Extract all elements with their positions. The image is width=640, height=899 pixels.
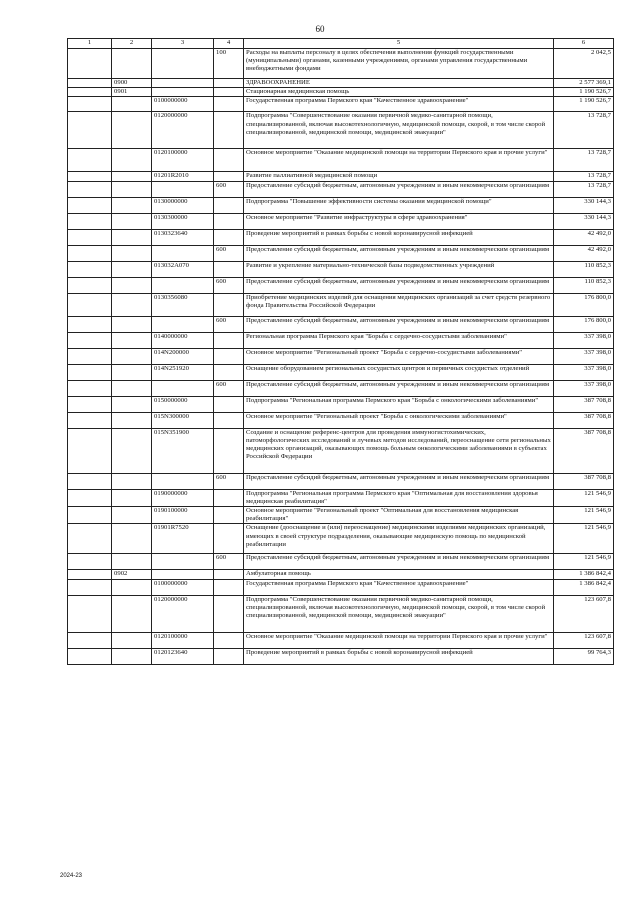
expense-type-cell: 600 bbox=[214, 181, 244, 197]
amount-cell: 330 144,3 bbox=[554, 197, 614, 213]
item-name-cell: Подпрограмма "Повышение эффективности системы оказания медицинской помощи" bbox=[244, 197, 554, 213]
amount-cell: 123 607,8 bbox=[554, 595, 614, 632]
item-name-cell: Предоставление субсидий бюджетным, автономным учреждениям и иным некоммерческим организациям bbox=[244, 473, 554, 489]
target-code-cell bbox=[152, 181, 214, 197]
table-row bbox=[68, 632, 614, 648]
target-code-cell bbox=[152, 316, 214, 332]
section-code-cell bbox=[112, 316, 152, 332]
section-code-cell bbox=[112, 197, 152, 213]
expense-type-cell bbox=[214, 293, 244, 316]
item-name-cell: Подпрограмма "Совершенствование оказания первичной медико-санитарной помощи, специализированной, включая высокотехнологичную, медицинской помощи, скорой, в том числе скорой специализированной, медицинской помощи, медицинской эвакуации" bbox=[244, 112, 554, 149]
amount-cell: 121 546,9 bbox=[554, 489, 614, 506]
target-code-cell bbox=[152, 88, 214, 97]
amount-cell: 110 852,3 bbox=[554, 261, 614, 277]
item-name-cell: Предоставление субсидий бюджетным, автономным учреждениям и иным некоммерческим организациям bbox=[244, 245, 554, 261]
table-row bbox=[68, 507, 614, 524]
col1-cell bbox=[68, 428, 112, 473]
table-row bbox=[68, 396, 614, 412]
table-header-row bbox=[68, 39, 614, 49]
col1-cell bbox=[68, 88, 112, 97]
amount-cell: 13 728,7 bbox=[554, 181, 614, 197]
amount-cell: 337 398,0 bbox=[554, 348, 614, 364]
col1-cell bbox=[68, 213, 112, 229]
table-row bbox=[68, 229, 614, 245]
amount-cell: 387 708,8 bbox=[554, 412, 614, 428]
expense-type-cell bbox=[214, 396, 244, 412]
section-code-cell bbox=[112, 412, 152, 428]
section-code-cell bbox=[112, 277, 152, 293]
col1-cell bbox=[68, 197, 112, 213]
amount-cell: 13 728,7 bbox=[554, 172, 614, 181]
item-name-cell: Предоставление субсидий бюджетным, автономным учреждениям и иным некоммерческим организациям bbox=[244, 181, 554, 197]
col1-cell bbox=[68, 507, 112, 524]
header-cell: 2 bbox=[112, 39, 152, 49]
target-code-cell: 014N200000 bbox=[152, 348, 214, 364]
section-code-cell: 0901 bbox=[112, 88, 152, 97]
table-row bbox=[68, 412, 614, 428]
target-code-cell: 014N251920 bbox=[152, 364, 214, 380]
table-row bbox=[68, 181, 614, 197]
expense-type-cell bbox=[214, 489, 244, 506]
item-name-cell: Развитие паллиативной медицинской помощи bbox=[244, 172, 554, 181]
col1-cell bbox=[68, 112, 112, 149]
item-name-cell: Развитие и укрепление материально-технической базы подведомственных учреждений bbox=[244, 261, 554, 277]
col1-cell bbox=[68, 554, 112, 570]
target-code-cell: 0190100000 bbox=[152, 507, 214, 524]
table-row bbox=[68, 332, 614, 348]
amount-cell: 387 708,8 bbox=[554, 473, 614, 489]
section-code-cell bbox=[112, 489, 152, 506]
expense-type-cell bbox=[214, 97, 244, 112]
amount-cell: 121 546,9 bbox=[554, 507, 614, 524]
col1-cell bbox=[68, 473, 112, 489]
table-row bbox=[68, 49, 614, 79]
item-name-cell: Амбулаторная помощь bbox=[244, 570, 554, 579]
item-name-cell: ЗДРАВООХРАНЕНИЕ bbox=[244, 79, 554, 88]
col1-cell bbox=[68, 579, 112, 595]
amount-cell: 13 728,7 bbox=[554, 112, 614, 149]
amount-cell: 42 492,0 bbox=[554, 229, 614, 245]
item-name-cell: Предоставление субсидий бюджетным, автономным учреждениям и иным некоммерческим организациям bbox=[244, 277, 554, 293]
section-code-cell bbox=[112, 261, 152, 277]
amount-cell: 176 800,0 bbox=[554, 316, 614, 332]
expense-type-cell: 100 bbox=[214, 49, 244, 79]
section-code-cell bbox=[112, 632, 152, 648]
item-name-cell: Региональная программа Пермского края "Борьба с сердечно-сосудистыми заболеваниями" bbox=[244, 332, 554, 348]
item-name-cell: Предоставление субсидий бюджетным, автономным учреждениям и иным некоммерческим организациям bbox=[244, 316, 554, 332]
table-row bbox=[68, 213, 614, 229]
col1-cell bbox=[68, 245, 112, 261]
expense-type-cell bbox=[214, 79, 244, 88]
section-code-cell bbox=[112, 97, 152, 112]
section-code-cell bbox=[112, 380, 152, 396]
section-code-cell bbox=[112, 49, 152, 79]
section-code-cell bbox=[112, 595, 152, 632]
expense-type-cell bbox=[214, 332, 244, 348]
expense-type-cell: 600 bbox=[214, 380, 244, 396]
table-row bbox=[68, 380, 614, 396]
col1-cell bbox=[68, 648, 112, 664]
section-code-cell bbox=[112, 213, 152, 229]
table-row bbox=[68, 245, 614, 261]
header-cell: 3 bbox=[152, 39, 214, 49]
target-code-cell: 0190000000 bbox=[152, 489, 214, 506]
target-code-cell: 0130323640 bbox=[152, 229, 214, 245]
section-code-cell bbox=[112, 524, 152, 554]
expense-type-cell bbox=[214, 229, 244, 245]
expense-type-cell bbox=[214, 149, 244, 172]
section-code-cell bbox=[112, 332, 152, 348]
item-name-cell: Основное мероприятие "Оказание медицинской помощи на территории Пермского края и прочие услуги" bbox=[244, 632, 554, 648]
item-name-cell: Подпрограмма "Региональная программа Пермского края "Борьба с онкологическими заболеваниями" bbox=[244, 396, 554, 412]
table-row bbox=[68, 79, 614, 88]
amount-cell: 337 398,0 bbox=[554, 380, 614, 396]
col1-cell bbox=[68, 632, 112, 648]
budget-table bbox=[67, 38, 614, 665]
expense-type-cell bbox=[214, 570, 244, 579]
item-name-cell: Проведение мероприятий в рамках борьбы с новой коронавирусной инфекцией bbox=[244, 648, 554, 664]
target-code-cell bbox=[152, 245, 214, 261]
section-code-cell bbox=[112, 181, 152, 197]
section-code-cell bbox=[112, 348, 152, 364]
table-row bbox=[68, 97, 614, 112]
section-code-cell bbox=[112, 293, 152, 316]
col1-cell bbox=[68, 97, 112, 112]
expense-type-cell bbox=[214, 172, 244, 181]
expense-type-cell bbox=[214, 579, 244, 595]
target-code-cell: 015N300000 bbox=[152, 412, 214, 428]
target-code-cell: 0120100000 bbox=[152, 632, 214, 648]
col1-cell bbox=[68, 293, 112, 316]
amount-cell: 176 800,0 bbox=[554, 293, 614, 316]
item-name-cell: Предоставление субсидий бюджетным, автономным учреждениям и иным некоммерческим организациям bbox=[244, 380, 554, 396]
col1-cell bbox=[68, 332, 112, 348]
amount-cell: 2 577 369,1 bbox=[554, 79, 614, 88]
col1-cell bbox=[68, 524, 112, 554]
section-code-cell bbox=[112, 507, 152, 524]
target-code-cell: 0100000000 bbox=[152, 579, 214, 595]
target-code-cell: 0120100000 bbox=[152, 149, 214, 172]
expense-type-cell bbox=[214, 507, 244, 524]
expense-type-cell bbox=[214, 364, 244, 380]
table-row bbox=[68, 316, 614, 332]
amount-cell: 13 728,7 bbox=[554, 149, 614, 172]
amount-cell: 387 708,8 bbox=[554, 396, 614, 412]
table-row bbox=[68, 197, 614, 213]
item-name-cell: Основное мероприятие "Региональный проект "Борьба с сердечно-сосудистыми заболеваниями" bbox=[244, 348, 554, 364]
table-row bbox=[68, 364, 614, 380]
col1-cell bbox=[68, 348, 112, 364]
amount-cell: 121 546,9 bbox=[554, 524, 614, 554]
expense-type-cell: 600 bbox=[214, 554, 244, 570]
target-code-cell: 01901R7520 bbox=[152, 524, 214, 554]
header-cell: 5 bbox=[244, 39, 554, 49]
section-code-cell bbox=[112, 149, 152, 172]
expense-type-cell bbox=[214, 348, 244, 364]
expense-type-cell bbox=[214, 595, 244, 632]
target-code-cell: 0120000000 bbox=[152, 112, 214, 149]
amount-cell: 1 190 526,7 bbox=[554, 97, 614, 112]
section-code-cell bbox=[112, 473, 152, 489]
amount-cell: 42 492,0 bbox=[554, 245, 614, 261]
expense-type-cell: 600 bbox=[214, 473, 244, 489]
target-code-cell bbox=[152, 49, 214, 79]
item-name-cell: Основное мероприятие "Региональный проект "Оптимальная для восстановления медицинская реабилитация" bbox=[244, 507, 554, 524]
table-row bbox=[68, 489, 614, 506]
col1-cell bbox=[68, 149, 112, 172]
target-code-cell: 013032А070 bbox=[152, 261, 214, 277]
item-name-cell: Приобретение медицинских изделий для оснащения медицинских организаций за счет средств резервного фонда Правительства Российской Федерации bbox=[244, 293, 554, 316]
target-code-cell: 0120123640 bbox=[152, 648, 214, 664]
table-row bbox=[68, 524, 614, 554]
section-code-cell bbox=[112, 364, 152, 380]
target-code-cell: 01201R2010 bbox=[152, 172, 214, 181]
col1-cell bbox=[68, 570, 112, 579]
item-name-cell: Подпрограмма "Региональная программа Пермского края "Оптимальная для восстановления здоровья медицинская реабилитация" bbox=[244, 489, 554, 506]
section-code-cell bbox=[112, 648, 152, 664]
section-code-cell bbox=[112, 428, 152, 473]
section-code-cell bbox=[112, 396, 152, 412]
table-row bbox=[68, 112, 614, 149]
header-cell: 4 bbox=[214, 39, 244, 49]
item-name-cell: Подпрограмма "Совершенствование оказания первичной медико-санитарной помощи, специализированной, включая высокотехнологичную, медицинской помощи, скорой, в том числе скорой специализированной, медицинской помощи, медицинской эвакуации" bbox=[244, 595, 554, 632]
section-code-cell bbox=[112, 112, 152, 149]
target-code-cell bbox=[152, 277, 214, 293]
section-code-cell: 0900 bbox=[112, 79, 152, 88]
expense-type-cell bbox=[214, 112, 244, 149]
expense-type-cell bbox=[214, 632, 244, 648]
col1-cell bbox=[68, 49, 112, 79]
expense-type-cell bbox=[214, 197, 244, 213]
expense-type-cell: 600 bbox=[214, 245, 244, 261]
item-name-cell: Основное мероприятие "Развитие инфраструктуры в сфере здравоохранения" bbox=[244, 213, 554, 229]
header-cell: 1 bbox=[68, 39, 112, 49]
table-row bbox=[68, 648, 614, 664]
item-name-cell: Расходы на выплаты персоналу в целях обеспечения выполнения функций государственными (муниципальными) органами, казенными учреждениями, органами управления государственными внебюджетными фондами bbox=[244, 49, 554, 79]
item-name-cell: Оснащение (дооснащение и (или) переоснащение) медицинскими изделиями медицинских организаций, имеющих в своей структуре подразделения, оказывающие медицинскую помощь по медицинской реабилитации bbox=[244, 524, 554, 554]
target-code-cell bbox=[152, 554, 214, 570]
amount-cell: 337 398,0 bbox=[554, 364, 614, 380]
amount-cell: 1 386 842,4 bbox=[554, 570, 614, 579]
header-cell: 6 bbox=[554, 39, 614, 49]
section-code-cell bbox=[112, 554, 152, 570]
expense-type-cell: 600 bbox=[214, 277, 244, 293]
amount-cell: 330 144,3 bbox=[554, 213, 614, 229]
expense-type-cell bbox=[214, 261, 244, 277]
col1-cell bbox=[68, 412, 112, 428]
item-name-cell: Стационарная медицинская помощь bbox=[244, 88, 554, 97]
amount-cell: 387 708,8 bbox=[554, 428, 614, 473]
amount-cell: 337 398,0 bbox=[554, 332, 614, 348]
item-name-cell: Государственная программа Пермского края "Качественное здравоохранение" bbox=[244, 579, 554, 595]
item-name-cell: Проведение мероприятий в рамках борьбы с новой коронавирусной инфекцией bbox=[244, 229, 554, 245]
target-code-cell: 0120000000 bbox=[152, 595, 214, 632]
section-code-cell bbox=[112, 229, 152, 245]
table-row bbox=[68, 428, 614, 473]
col1-cell bbox=[68, 595, 112, 632]
target-code-cell bbox=[152, 473, 214, 489]
table-row bbox=[68, 570, 614, 579]
col1-cell bbox=[68, 364, 112, 380]
footer-code: 2024-23 bbox=[60, 873, 83, 879]
target-code-cell: 0130300000 bbox=[152, 213, 214, 229]
col1-cell bbox=[68, 79, 112, 88]
table-row bbox=[68, 473, 614, 489]
target-code-cell: 0130000000 bbox=[152, 197, 214, 213]
amount-cell: 1 190 526,7 bbox=[554, 88, 614, 97]
table-row bbox=[68, 293, 614, 316]
amount-cell: 1 386 842,4 bbox=[554, 579, 614, 595]
amount-cell: 121 546,9 bbox=[554, 554, 614, 570]
target-code-cell: 0130356080 bbox=[152, 293, 214, 316]
table-row bbox=[68, 348, 614, 364]
expense-type-cell bbox=[214, 524, 244, 554]
expense-type-cell bbox=[214, 412, 244, 428]
item-name-cell: Государственная программа Пермского края "Качественное здравоохранение" bbox=[244, 97, 554, 112]
expense-type-cell bbox=[214, 213, 244, 229]
table-row bbox=[68, 579, 614, 595]
section-code-cell bbox=[112, 579, 152, 595]
col1-cell bbox=[68, 261, 112, 277]
table-row bbox=[68, 261, 614, 277]
item-name-cell: Оснащение оборудованием региональных сосудистых центров и первичных сосудистых отделений bbox=[244, 364, 554, 380]
col1-cell bbox=[68, 489, 112, 506]
target-code-cell bbox=[152, 570, 214, 579]
target-code-cell: 0100000000 bbox=[152, 97, 214, 112]
section-code-cell bbox=[112, 172, 152, 181]
table-row bbox=[68, 149, 614, 172]
col1-cell bbox=[68, 380, 112, 396]
target-code-cell: 0140000000 bbox=[152, 332, 214, 348]
expense-type-cell bbox=[214, 648, 244, 664]
table-row bbox=[68, 277, 614, 293]
col1-cell bbox=[68, 181, 112, 197]
table-row bbox=[68, 172, 614, 181]
amount-cell: 110 852,3 bbox=[554, 277, 614, 293]
item-name-cell: Основное мероприятие "Оказание медицинской помощи на территории Пермского края и прочие услуги" bbox=[244, 149, 554, 172]
table-row bbox=[68, 88, 614, 97]
item-name-cell: Создание и оснащение референс-центров для проведения иммуногистохимических, патоморфологических исследований и лучевых методов исследований, переоснащение сети региональных медицинских организаций, оказывающих помощь больным онкологическими заболеваниями в субъектах Российской Федерации bbox=[244, 428, 554, 473]
amount-cell: 123 607,8 bbox=[554, 632, 614, 648]
page-number: 60 bbox=[315, 24, 325, 34]
item-name-cell: Предоставление субсидий бюджетным, автономным учреждениям и иным некоммерческим организациям bbox=[244, 554, 554, 570]
target-code-cell bbox=[152, 380, 214, 396]
section-code-cell: 0902 bbox=[112, 570, 152, 579]
target-code-cell bbox=[152, 79, 214, 88]
expense-type-cell bbox=[214, 88, 244, 97]
expense-type-cell: 600 bbox=[214, 316, 244, 332]
amount-cell: 2 042,5 bbox=[554, 49, 614, 79]
col1-cell bbox=[68, 277, 112, 293]
col1-cell bbox=[68, 396, 112, 412]
target-code-cell: 0150000000 bbox=[152, 396, 214, 412]
col1-cell bbox=[68, 316, 112, 332]
col1-cell bbox=[68, 172, 112, 181]
amount-cell: 99 764,3 bbox=[554, 648, 614, 664]
item-name-cell: Основное мероприятие "Региональный проект "Борьба с онкологическими заболеваниями" bbox=[244, 412, 554, 428]
target-code-cell: 015N351900 bbox=[152, 428, 214, 473]
expense-type-cell bbox=[214, 428, 244, 473]
section-code-cell bbox=[112, 245, 152, 261]
table-row bbox=[68, 595, 614, 632]
table-row bbox=[68, 554, 614, 570]
col1-cell bbox=[68, 229, 112, 245]
